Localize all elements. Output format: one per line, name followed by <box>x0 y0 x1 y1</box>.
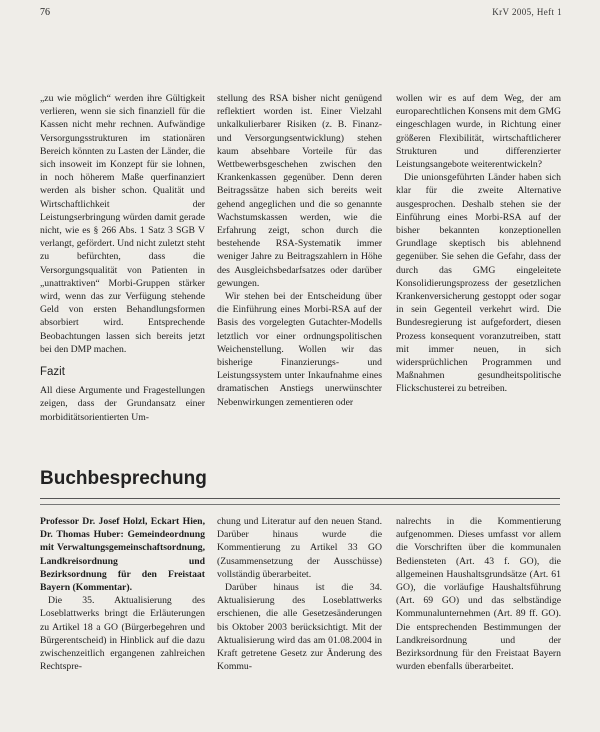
page-number: 76 <box>40 7 50 18</box>
review-column-1 <box>40 515 205 673</box>
journal-header: KrV 2005, Heft 1 <box>492 7 562 17</box>
article-column-3 <box>396 92 561 396</box>
article-paragraph: Wir stehen bei der Entscheidung über die Einführung eines Morbi-RSA auf der Basis des vorgelegten Gutachter-Modells letztlich vor einer ordnungspolitischen Weichenstellung. Wollen wir das bisherige Finanzierungs- und Leistungssystem unter Inkaufnahme eines dramatischen Anstiegs unerwünschter Nebenwirkungen zementieren oder <box>217 291 382 408</box>
article-column-1 <box>40 92 205 424</box>
article-paragraph: stellung des RSA bisher nicht genügend reflektiert worden ist. Einer Vielzahl unkalkulierbarer Risiken (z. B. Finanz- und Versorgungsentwicklung) stehen kaum absehbare Vorteile für das Wettbewerbsgeschehen zwischen den Krankenkassen gegenüber. Denn deren Beitragssätze haben sich bereits weit gehend angeglichen und die so genannte Wachstumskassen werden, wie die Erfahrung zeigt, schon durch die bestehende RSA-Systematik immer weniger Jahre zu Beitragszahlern in Höhe des Ausgleichsbedarfsatzes oder darüber gewungen. <box>217 93 382 289</box>
article-column-2 <box>217 92 382 409</box>
section-divider <box>40 504 560 505</box>
section-divider <box>40 498 560 499</box>
review-paragraph: nalrechts in die Kommentierung aufgenommen. Dieses umfasst vor allem die Vorschriften über die kommunalen Bediensteten (Art. 43 f. GO), die allgemeinen Haushaltsgrundsätze (Art. 61 GO), die vorläufige Haushaltsführung (Art. 69 GO) und das selbständige Kommunalunternehmen (Art. 89 ff. GO). Die entsprechenden Bestimmungen der Landkreisordnung und der Bezirksordnung für den Freistaat Bayern wurden ebenfalls überarbeitet. <box>396 516 561 673</box>
review-paragraph: Darüber hinaus ist die 34. Aktualisierung des Loseblattwerks erschienen, die alle Gesetzesänderungen bis Oktober 2003 berücksichtigt. Mit der Aktualisierung wird das am 01.08.2004 in Kraft getretene Gesetz zur Änderung des Kommu- <box>217 582 382 673</box>
review-column-2 <box>217 515 382 673</box>
review-paragraph: chung und Literatur auf den neuen Stand. Darüber hinaus wurde die Kommentierung zu Artikel 33 GO (Zusammensetzung der Ausschüsse) vollständig überarbeitet. <box>217 516 382 580</box>
review-paragraph: Die 35. Aktualisierung des Loseblattwerks bringt die Erläuterungen zu Artikel 18 a GO (Bürgerbegehren und Bürgerentscheid) in Hinblick auf die dazu zwischenzeitlich ergangenen zahlreichen Rechtspre- <box>40 595 205 673</box>
review-column-3 <box>396 515 561 673</box>
article-paragraph: „zu wie möglich“ werden ihre Gültigkeit verlieren, wenn sie sich finanziell für die Kassen nicht mehr rechnen. Aufwändige Versorgungsstrukturen im stationären Bereich könnten zu Lasten der Länder, die sich insoweit im Konzept für sie lohnen, in noch höherem Maße querfinanziert werden als bisher schon. Qualität und Wirtschaftlichkeit der Leistungserbringung würden damit gerade nicht, wie es § 266 Abs. 1 Satz 3 SGB V verlangt, gefördert. Und nicht zuletzt steht zu befürchten, dass die Versorgungsqualität von Patienten in „unattraktiven“ Morbi-Gruppen stärker wird, wenn das zur Verfügung stehende Geld von ersten Behandlungsformen absorbiert wird. Entsprechende Beobachtungen lassen sich bereits jetzt bei den DMP machen. <box>40 93 205 355</box>
section-title: Buchbesprechung <box>40 468 207 489</box>
article-paragraph: All diese Argumente und Fragestellungen zeigen, dass der Grundansatz einer morbiditätsorientierten Um- <box>40 385 205 423</box>
article-paragraph: wollen wir es auf dem Weg, der am europarechtlichen Konsens mit dem GMG eingeschlagen wurde, in Richtung einer größeren Flexibilität, wirtschaftlicherer Strukturen und differenzierter Leistungsangebote weiterentwickeln? <box>396 93 561 171</box>
article-paragraph: Die unionsgeführten Länder haben sich klar für die zweite Alternative ausgesprochen. Deshalb stehen sie der Einführung eines Morbi-RSA auf der bisher bekannten konzeptionellen Grundlage skeptisch bis ablehnend gegenüber. Sie sehen die Gefahr, dass der durch das GMG eingeleitete Konsolidierungsprozess der gesetzlichen Krankenversicherung gestoppt oder sogar in sein Gegenteil verkehrt wird. Die Bundesregierung ist aufgefordert, diesen Prozess konsequent voranzutreiben, statt mit immer neuen, in sich widersprüchlichen Programmen und Maßnahmen gesundheitspolitische Flickschusterei zu betreiben. <box>396 172 561 395</box>
review-citation: Professor Dr. Josef Holzl, Eckart Hien, Dr. Thomas Huber: Gemeindeordnung mit Verwaltungsgemeinschaftsordnung, Landkreisordnung und Bezirksordnung für den Freistaat Bayern (Kommentar). <box>40 516 205 594</box>
fazit-heading: Fazit <box>40 366 65 379</box>
